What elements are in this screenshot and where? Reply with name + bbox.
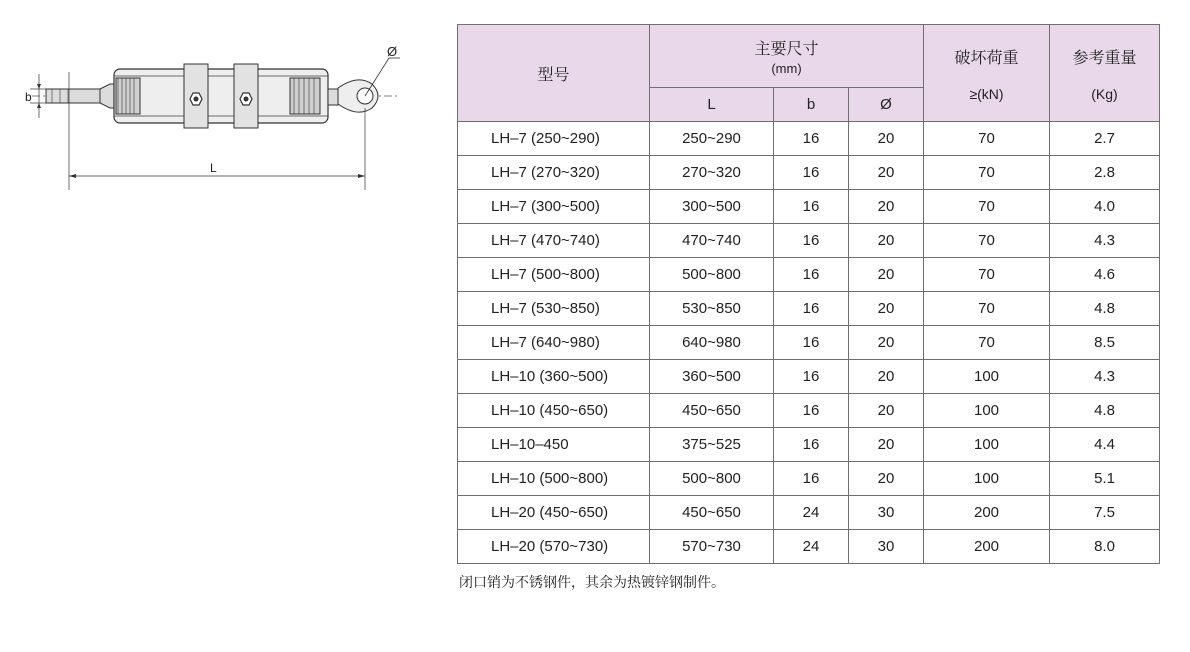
length-dimension-label: L bbox=[210, 161, 217, 175]
weight-cell: 8.0 bbox=[1050, 530, 1160, 564]
diameter-cell: 20 bbox=[849, 428, 924, 462]
b-cell: 16 bbox=[774, 190, 849, 224]
weight-cell: 4.0 bbox=[1050, 190, 1160, 224]
weight-cell: 4.3 bbox=[1050, 360, 1160, 394]
diameter-cell: 20 bbox=[849, 224, 924, 258]
model-cell: LH–7 (530~850) bbox=[458, 292, 650, 326]
load-cell: 70 bbox=[924, 292, 1050, 326]
length-cell: 250~290 bbox=[650, 122, 774, 156]
diameter-label: Ø bbox=[387, 44, 398, 59]
model-cell: LH–20 (570~730) bbox=[458, 530, 650, 564]
b-cell: 16 bbox=[774, 326, 849, 360]
diameter-cell: 20 bbox=[849, 122, 924, 156]
diameter-cell: 20 bbox=[849, 462, 924, 496]
length-cell: 470~740 bbox=[650, 224, 774, 258]
header-breaking-load: 破坏荷重 ≥(kN) bbox=[924, 25, 1050, 122]
header-col-diameter: Ø bbox=[849, 88, 924, 122]
footnote: 闭口销为不锈钢件，其余为热镀锌钢制件。 bbox=[459, 574, 725, 590]
diameter-cell: 20 bbox=[849, 360, 924, 394]
model-cell: LH–10 (500~800) bbox=[458, 462, 650, 496]
weight-cell: 2.7 bbox=[1050, 122, 1160, 156]
load-cell: 70 bbox=[924, 190, 1050, 224]
load-cell: 100 bbox=[924, 394, 1050, 428]
weight-cell: 4.4 bbox=[1050, 428, 1160, 462]
load-cell: 70 bbox=[924, 224, 1050, 258]
table-row bbox=[458, 462, 1160, 496]
left-thread-block bbox=[116, 78, 140, 114]
length-cell: 375~525 bbox=[650, 428, 774, 462]
diameter-cell: 20 bbox=[849, 326, 924, 360]
left-rod bbox=[46, 89, 100, 103]
length-cell: 270~320 bbox=[650, 156, 774, 190]
table-body bbox=[458, 122, 1160, 564]
weight-cell: 4.8 bbox=[1050, 394, 1160, 428]
b-cell: 16 bbox=[774, 394, 849, 428]
model-cell: LH–10–450 bbox=[458, 428, 650, 462]
load-cell: 100 bbox=[924, 360, 1050, 394]
table-row bbox=[458, 156, 1160, 190]
model-cell: LH–7 (300~500) bbox=[458, 190, 650, 224]
spec-table bbox=[457, 24, 1160, 564]
table-row bbox=[458, 496, 1160, 530]
model-cell: LH–20 (450~650) bbox=[458, 496, 650, 530]
load-cell: 100 bbox=[924, 428, 1050, 462]
model-cell: LH–7 (270~320) bbox=[458, 156, 650, 190]
table-row bbox=[458, 292, 1160, 326]
load-cell: 70 bbox=[924, 326, 1050, 360]
b-cell: 24 bbox=[774, 496, 849, 530]
model-cell: LH–7 (640~980) bbox=[458, 326, 650, 360]
diameter-cell: 20 bbox=[849, 258, 924, 292]
model-cell: LH–7 (500~800) bbox=[458, 258, 650, 292]
b-cell: 16 bbox=[774, 224, 849, 258]
model-cell: LH–7 (470~740) bbox=[458, 224, 650, 258]
load-cell: 70 bbox=[924, 156, 1050, 190]
model-cell: LH–10 (360~500) bbox=[458, 360, 650, 394]
header-col-L: L bbox=[650, 88, 774, 122]
header-model: 型号 bbox=[458, 25, 650, 122]
b-cell: 16 bbox=[774, 360, 849, 394]
b-dimension-label: b bbox=[25, 90, 32, 104]
length-cell: 500~800 bbox=[650, 258, 774, 292]
model-cell: LH–10 (450~650) bbox=[458, 394, 650, 428]
right-pin bbox=[328, 89, 338, 105]
left-rod-neck bbox=[100, 84, 114, 108]
diameter-cell: 30 bbox=[849, 530, 924, 564]
diameter-cell: 20 bbox=[849, 156, 924, 190]
header-ref-weight: 参考重量 (Kg) bbox=[1050, 25, 1160, 122]
table-row bbox=[458, 360, 1160, 394]
table-row bbox=[458, 224, 1160, 258]
right-thread-block bbox=[290, 78, 320, 114]
diameter-cell: 20 bbox=[849, 190, 924, 224]
weight-cell: 5.1 bbox=[1050, 462, 1160, 496]
length-cell: 570~730 bbox=[650, 530, 774, 564]
model-cell: LH–7 (250~290) bbox=[458, 122, 650, 156]
weight-cell: 8.5 bbox=[1050, 326, 1160, 360]
header-col-b: b bbox=[774, 88, 849, 122]
b-cell: 24 bbox=[774, 530, 849, 564]
weight-cell: 4.3 bbox=[1050, 224, 1160, 258]
load-cell: 200 bbox=[924, 496, 1050, 530]
load-cell: 200 bbox=[924, 530, 1050, 564]
b-cell: 16 bbox=[774, 258, 849, 292]
length-cell: 300~500 bbox=[650, 190, 774, 224]
weight-cell: 4.8 bbox=[1050, 292, 1160, 326]
load-cell: 70 bbox=[924, 122, 1050, 156]
table-row bbox=[458, 326, 1160, 360]
table-row bbox=[458, 530, 1160, 564]
b-cell: 16 bbox=[774, 292, 849, 326]
length-cell: 360~500 bbox=[650, 360, 774, 394]
weight-cell: 2.8 bbox=[1050, 156, 1160, 190]
b-cell: 16 bbox=[774, 428, 849, 462]
load-cell: 70 bbox=[924, 258, 1050, 292]
length-cell: 530~850 bbox=[650, 292, 774, 326]
weight-cell: 7.5 bbox=[1050, 496, 1160, 530]
length-cell: 500~800 bbox=[650, 462, 774, 496]
b-cell: 16 bbox=[774, 462, 849, 496]
table-row bbox=[458, 394, 1160, 428]
load-cell: 100 bbox=[924, 462, 1050, 496]
table-row bbox=[458, 258, 1160, 292]
turnbuckle-drawing bbox=[22, 44, 402, 200]
table-row bbox=[458, 122, 1160, 156]
weight-cell: 4.6 bbox=[1050, 258, 1160, 292]
length-cell: 450~650 bbox=[650, 496, 774, 530]
table-row bbox=[458, 428, 1160, 462]
length-cell: 450~650 bbox=[650, 394, 774, 428]
diameter-cell: 20 bbox=[849, 394, 924, 428]
diameter-cell: 30 bbox=[849, 496, 924, 530]
header-main-dims: 主要尺寸 (mm) bbox=[650, 25, 924, 88]
b-cell: 16 bbox=[774, 156, 849, 190]
diameter-cell: 20 bbox=[849, 292, 924, 326]
table-row bbox=[458, 190, 1160, 224]
b-cell: 16 bbox=[774, 122, 849, 156]
length-cell: 640~980 bbox=[650, 326, 774, 360]
